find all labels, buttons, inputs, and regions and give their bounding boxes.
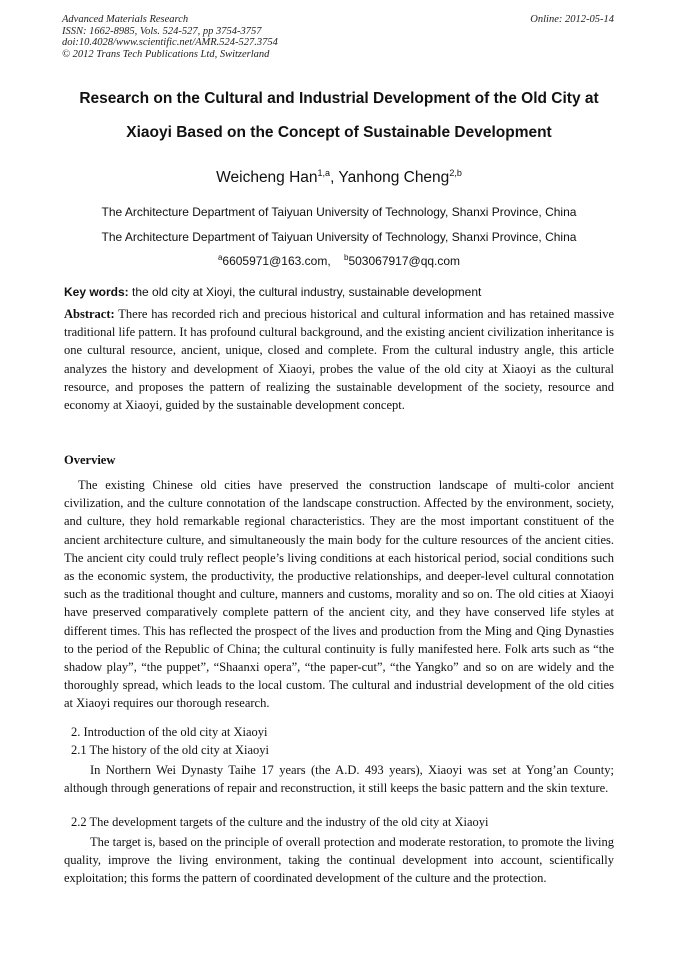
email-b-mark: b [344, 253, 349, 262]
affiliation-2: The Architecture Department of Taiyuan University of Technology, Shanxi Province, China [101, 230, 577, 244]
author-1-name: Weicheng Han [216, 169, 318, 187]
keywords-text: the old city at Xioyi, the cultural industry, sustainable development [128, 285, 482, 299]
abstract [64, 305, 614, 414]
online-date: Online: 2012-05-14 [530, 14, 614, 25]
author-separator: , [330, 169, 339, 187]
keywords-label: Key words: [64, 285, 129, 299]
section-2-1-paragraph: In Northern Wei Dynasty Taihe 17 years (the A.D. 493 years), Xiaoyi was set at Yong’an County; although through generations of repair and reconstruction, it still keeps the basic pattern and the skin texture. [64, 763, 614, 796]
email-a-mark: a [217, 253, 223, 262]
journal-name: Advanced Materials Research [62, 14, 189, 25]
author-2-name: Yanhong Cheng [338, 169, 450, 187]
author-2-affiliation-mark: 2,b [449, 168, 462, 178]
issn-line: ISSN: 1662-8985, Vols. 524-527, pp 3754-3757 [62, 25, 262, 37]
overview-paragraph: The existing Chinese old cities have preserved the construction landscape of multi-color ancient civilization, and the culture connotation of the landscape construction. Affected by the environment, society, and culture, they hold remarkable regional characteristics. They are the most important constituent of the ancient architecture culture, and simultaneously the main body for the culture resources of the ancient cities. The ancient city could truly reflect people’s living conditions at each historical period, social conditions such as the economic system, the productivity, the productive relationships, and deeper-level cultural connotation such as the traditional thought and culture, manners and customs, morality and so on. The old cities at Xiaoyi have preserved comparatively complete pattern of the ancient city, and they have conserved life styles at different times. This has reflected the prospect of the lives and production from the Ming and Qing Dynasties to the period of the Republic of China; the cultural continuity is fully manifested here. Folk arts such as “the shadow play”, “the puppet”, “Shaanxi opera”, “the paper-cut”, “the Yangko” and so on are widely and the thoroughly spread, which leads to the local custom. The cultural and industrial development of the old cities at Xiaoyi requires our thorough research. [64, 478, 614, 711]
abstract-text: There has recorded rich and precious historical and cultural information and has retained massive traditional life pattern. It has profound cultural background, and the existing ancient civilization inheritance is one cultural resource, ancient, unique, closed and complete. From the cultural industry angle, this article analyzes the history and development of Xiaoyi, probes the value of the old city at Xiaoyi as the cultural resource, and proposes the pattern of realizing the sustainable development of the society, resource and economy at Xiaoyi, guided by the sustainable development concept. [64, 307, 614, 413]
keywords [64, 285, 624, 299]
author-1-affiliation-mark: 1,a [317, 168, 331, 178]
section-2-2-heading: 2.2 The development targets of the culture and the industry of the old city at Xiaoyi [71, 815, 489, 829]
copyright-line: © 2012 Trans Tech Publications Ltd, Switzerland [62, 48, 270, 60]
paper-title-line-1: Research on the Cultural and Industrial Development of the Old City at [79, 90, 599, 107]
paper-title-line-2: Xiaoyi Based on the Concept of Sustainable Development [126, 124, 552, 141]
section-2-heading: 2. Introduction of the old city at Xiaoyi [71, 725, 268, 739]
journal-header [62, 14, 278, 60]
section-2-2-paragraph: The target is, based on the principle of overall protection and moderate restoration, to promote the living quality, improve the living environment, taking the continual development into account, scientifically exploitation; this forms the pattern of coordinated development of the culture and the protection. [64, 835, 614, 886]
doi-line: doi:10.4028/www.scientific.net/AMR.524-527.3754 [62, 37, 278, 48]
abstract-label: Abstract: [64, 307, 115, 321]
author-emails [0, 253, 678, 268]
overview-heading: Overview [64, 453, 116, 467]
affiliation-1: The Architecture Department of Taiyuan University of Technology, Shanxi Province, China [101, 205, 577, 219]
section-2-1-heading: 2.1 The history of the old city at Xiaoyi [71, 743, 269, 757]
author-list [0, 168, 678, 187]
email-a: 6605971@163.com, [222, 254, 331, 268]
email-b: 503067917@qq.com [348, 254, 461, 268]
